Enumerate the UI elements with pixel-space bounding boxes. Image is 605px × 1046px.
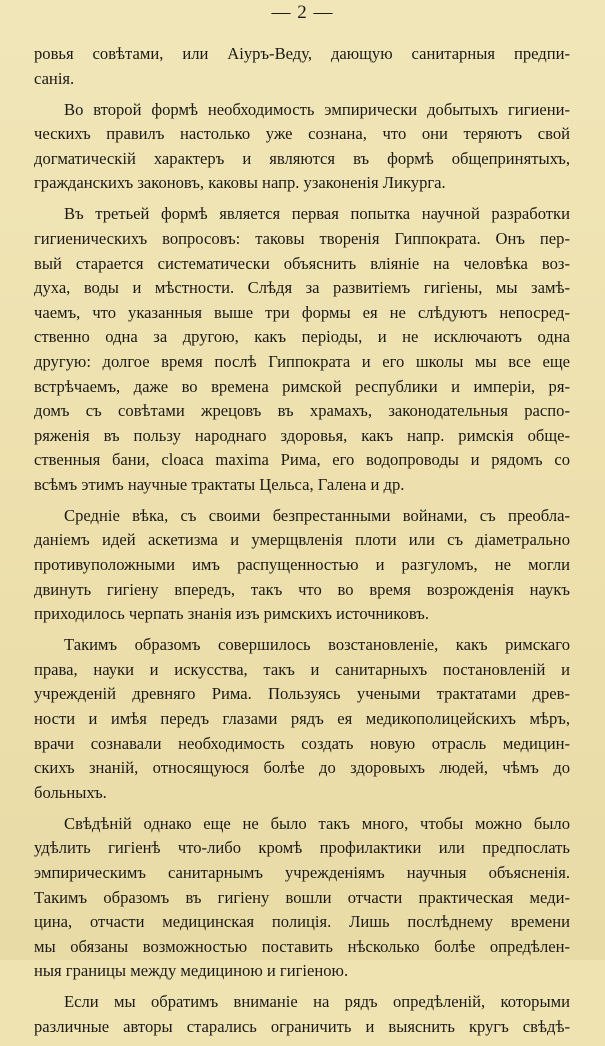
text-line: другую: долгое время послѣ Гиппократа и его школы мы все еще <box>34 351 570 371</box>
text-line: Такимъ образомъ совершилось возстановленіе, какъ римскаго <box>64 635 570 655</box>
text-line: ческихъ правилъ настолько уже сознана, что они теряютъ свой <box>34 124 570 144</box>
text-line: встрѣчаемъ, даже во времена римской республики и имперіи, ря- <box>34 376 570 396</box>
paragraph <box>34 990 570 1039</box>
text-line: учрежденій древняго Рима. Пользуясь учеными трактатами древ- <box>34 684 570 704</box>
text-line: Во второй формѣ необходимость эмпирически добытыхъ гигиени- <box>64 99 570 119</box>
text-line: эмпирическимъ санитарнымъ учрежденіямъ научныя объясненія. <box>34 862 570 882</box>
page-number: — 2 — <box>271 2 334 23</box>
paragraph <box>34 633 570 805</box>
text-line: врачи сознавали необходимость создать новую отрасль медицин- <box>34 733 570 753</box>
text-line: Свѣдѣній однако еще не было такъ много, чтобы можно было <box>64 813 570 833</box>
text-line: Въ третьей формѣ является первая попытка научной разработки <box>64 204 570 224</box>
paragraph <box>34 42 570 91</box>
text-line: ныя границы между медициною и гигіеною. <box>34 961 349 981</box>
text-line: ности и имѣя передъ глазами рядъ ея медикополицейскихъ мѣръ, <box>34 709 570 728</box>
text-line: различные авторы старались ограничить и выяснить кругъ свѣдѣ- <box>34 1016 570 1036</box>
text-line: ственныя бани, cloaca maxima Рима, его водопроводы и рядомъ со <box>34 450 570 470</box>
text-line: ровья совѣтами, или Аіуръ-Веду, дающую санитарныя предпи- <box>34 44 570 63</box>
text-line: санія. <box>34 68 75 88</box>
text-line: духа, воды и мѣстности. Слѣдя за развитіемъ гигіены, мы замѣ- <box>34 278 570 298</box>
text-line: Средніе вѣка, съ своими безпрестанными войнами, съ преобла- <box>64 505 570 525</box>
text-line: Такимъ образомъ въ гигіену вошли отчасти практическая меди- <box>34 887 570 907</box>
text-line: цина, отчасти медицинская полиція. Лишь послѣднему времени <box>34 912 570 932</box>
body-text <box>34 42 570 1046</box>
text-line: догматическій характеръ и являются въ формѣ общепринятыхъ, <box>34 148 570 168</box>
paragraph <box>34 504 570 627</box>
text-line: ственно одна за другою, какъ періоды, и не исключаютъ одна <box>34 327 570 347</box>
text-line: приходилось черпать знанія изъ римскихъ источниковъ. <box>34 604 429 624</box>
text-line: больныхъ. <box>34 782 107 802</box>
text-line: мы обязаны возможностью поставить нѣсколько болѣе опредѣлен- <box>34 936 570 956</box>
text-line: вый старается систематически объяснить вліяніе на человѣка воз- <box>34 253 570 273</box>
paragraph <box>34 202 570 497</box>
text-line: гражданскихъ законовъ, каковы напр. узаконенія Ликурга. <box>34 173 446 193</box>
paragraph <box>34 812 570 984</box>
text-line: двинуть гигіену впередъ, такъ что во время возрожденія наукъ <box>34 579 570 599</box>
text-line: даніемъ идей аскетизма и умерщвленія плоти или съ діаметрально <box>34 530 570 550</box>
text-line: противуположными имъ распущенностью и разгуломъ, не могли <box>34 555 570 575</box>
text-line: скихъ знаній, относящуюся болѣе до здоровыхъ людей, чѣмъ до <box>34 758 570 778</box>
text-line: чаемъ, что указанныя выше три формы ея не слѣдуютъ непосред- <box>34 302 570 322</box>
text-line: домъ съ совѣтами жрецовъ въ храмахъ, законодательныя распо- <box>34 401 570 421</box>
text-line: Если мы обратимъ вниманіе на рядъ опредѣленій, которыми <box>64 992 570 1012</box>
text-line: гигиеническихъ вопросовъ: таковы творенія Гиппократа. Онъ пер- <box>34 228 570 248</box>
text-line: ряженія въ пользу народнаго здоровья, какъ напр. римскія обще- <box>34 425 570 445</box>
text-line: права, науки и искусства, такъ и санитарныхъ постановленій и <box>34 659 570 679</box>
text-line: удѣлить гигіенѣ что-либо кромѣ профилактики или предпослать <box>34 838 570 858</box>
paragraph <box>34 98 570 196</box>
text-line: всѣмъ этимъ научные трактаты Цельса, Галена и др. <box>34 474 405 494</box>
